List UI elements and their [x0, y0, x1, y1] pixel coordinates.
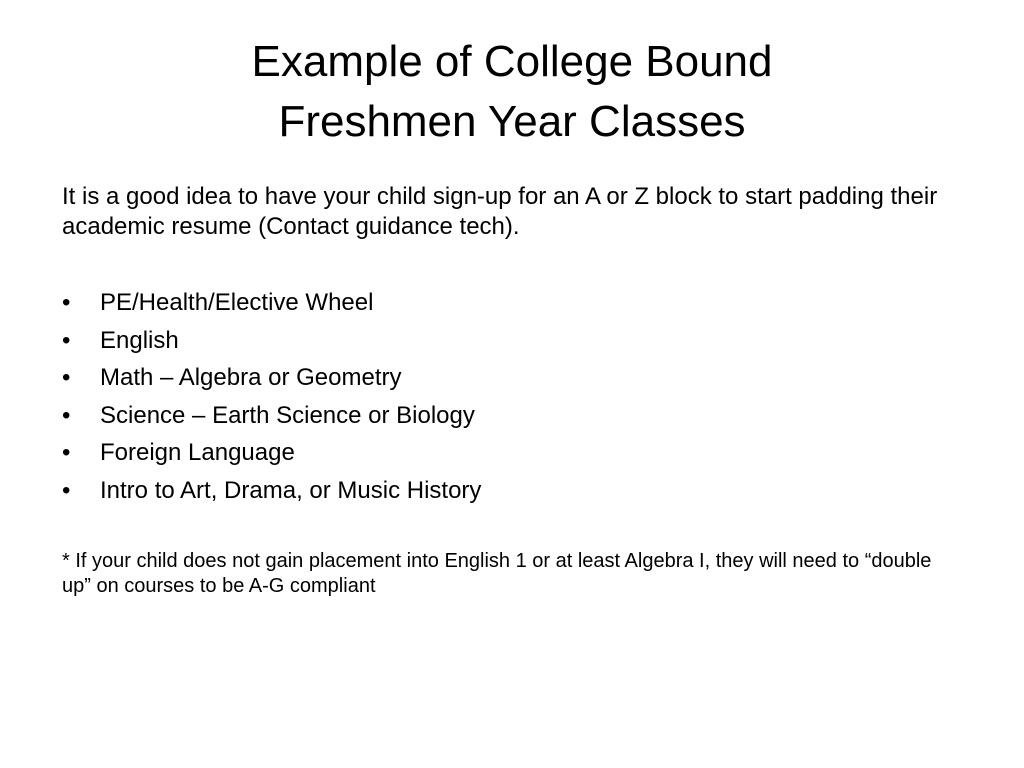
- bullet-icon: •: [62, 401, 71, 429]
- bullet-icon: •: [62, 476, 71, 504]
- list-item-text: Science – Earth Science or Biology: [100, 401, 475, 429]
- list-item-text: Foreign Language: [100, 439, 295, 467]
- list-item: [62, 359, 962, 397]
- list-item-text: PE/Health/Elective Wheel: [100, 289, 374, 316]
- list-item: [62, 397, 962, 435]
- title-line-2: Freshmen Year Classes: [278, 97, 746, 146]
- bullet-icon: •: [62, 439, 71, 467]
- footnote: * If your child does not gain placement into English 1 or at least Algebra I, they will need to “double up” on courses to be A-G compliant: [62, 550, 932, 597]
- bullet-icon: •: [62, 364, 71, 392]
- slide-title: [0, 32, 1024, 152]
- list-item: [62, 472, 962, 510]
- title-line-1: Example of College Bound: [251, 37, 773, 86]
- list-item: [62, 322, 962, 360]
- list-item: [62, 434, 962, 472]
- list-item-text: Math – Algebra or Geometry: [100, 364, 402, 392]
- bullet-icon: •: [62, 289, 71, 316]
- intro-paragraph: It is a good idea to have your child sign-up for an A or Z block to start padding their academic resume (Contact guidance tech).: [62, 183, 938, 240]
- list-item-text: Intro to Art, Drama, or Music History: [100, 476, 482, 504]
- class-list: [62, 284, 962, 510]
- list-item: [62, 284, 962, 322]
- bullet-icon: •: [62, 326, 71, 354]
- list-item-text: English: [100, 326, 179, 354]
